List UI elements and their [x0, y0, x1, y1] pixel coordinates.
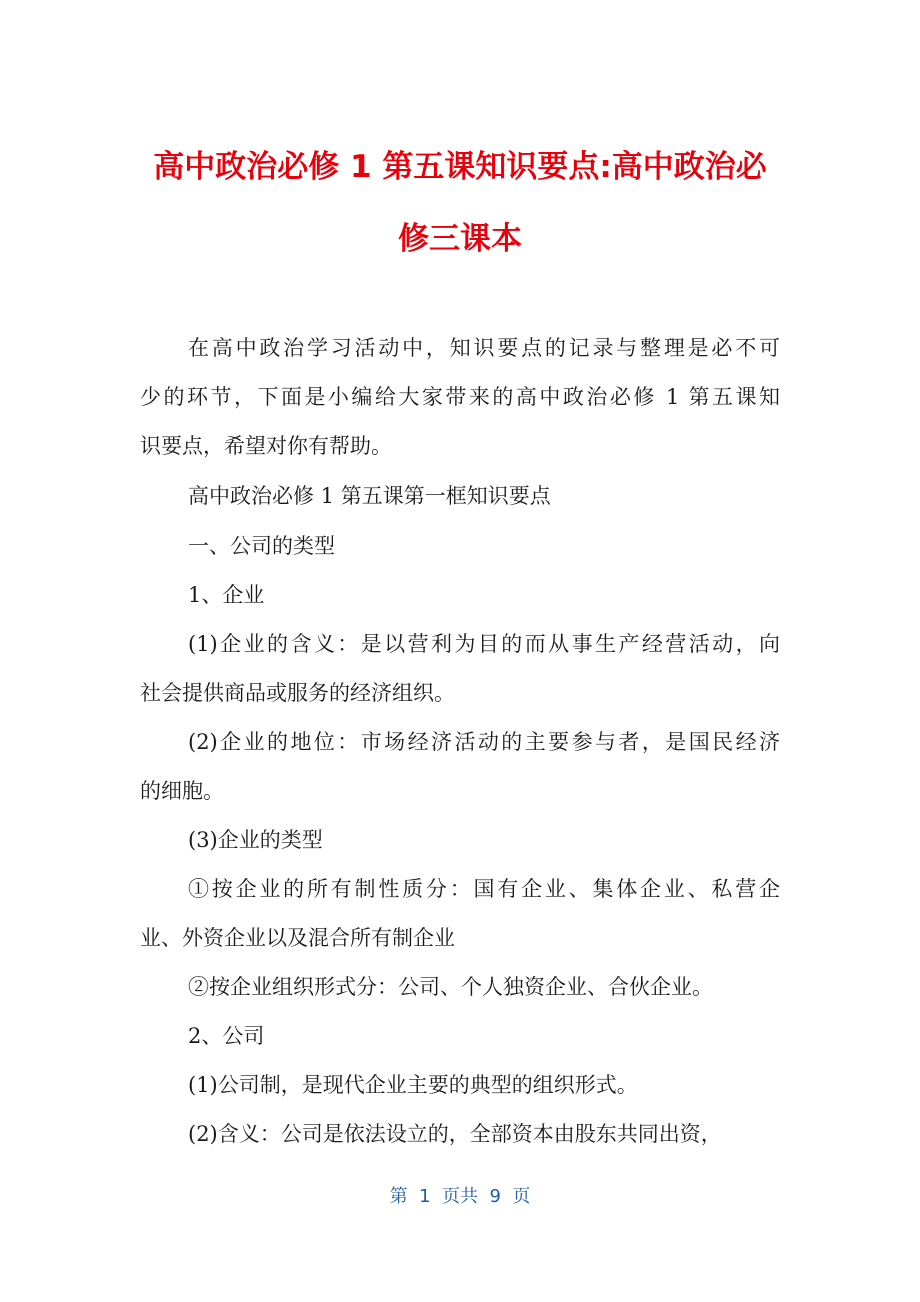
document-title-line-2: 修三课本 — [398, 221, 522, 257]
text-line: 识要点，希望对你有帮助。 — [140, 434, 392, 458]
text-line: (1)企业的含义：是以营利为目的而从事生产经营活动，向 — [188, 632, 780, 656]
text-line: 业、外资企业以及混合所有制企业 — [140, 926, 455, 950]
text-line: (1)公司制，是现代企业主要的典型的组织形式。 — [188, 1073, 638, 1097]
text-line: (3)企业的类型 — [188, 828, 323, 852]
page-number-footer: 第 1 页共 9 页 — [389, 1186, 531, 1207]
document-title-line-1: 高中政治必修 1 第五课知识要点:高中政治必 — [153, 149, 767, 185]
text-line: 社会提供商品或服务的经济组织。 — [140, 681, 455, 705]
text-line: ①按企业的所有制性质分：国有企业、集体企业、私营企 — [188, 877, 780, 901]
text-line: 高中政治必修 1 第五课第一框知识要点 — [188, 484, 551, 508]
text-line: 一、公司的类型 — [188, 534, 335, 558]
text-line: 2、公司 — [188, 1024, 265, 1048]
text-line: 在高中政治学习活动中，知识要点的记录与整理是必不可 — [188, 336, 780, 360]
text-line: 1、企业 — [188, 583, 265, 607]
text-line: ②按企业组织形式分：公司、个人独资企业、合伙企业。 — [188, 975, 713, 999]
text-line: (2)企业的地位：市场经济活动的主要参与者，是国民经济 — [188, 730, 780, 754]
text-line: 少的环节，下面是小编给大家带来的高中政治必修 1 第五课知 — [140, 385, 780, 409]
text-line: (2)含义：公司是依法设立的，全部资本由股东共同出资， — [188, 1122, 722, 1146]
text-line: 的细胞。 — [140, 779, 224, 803]
